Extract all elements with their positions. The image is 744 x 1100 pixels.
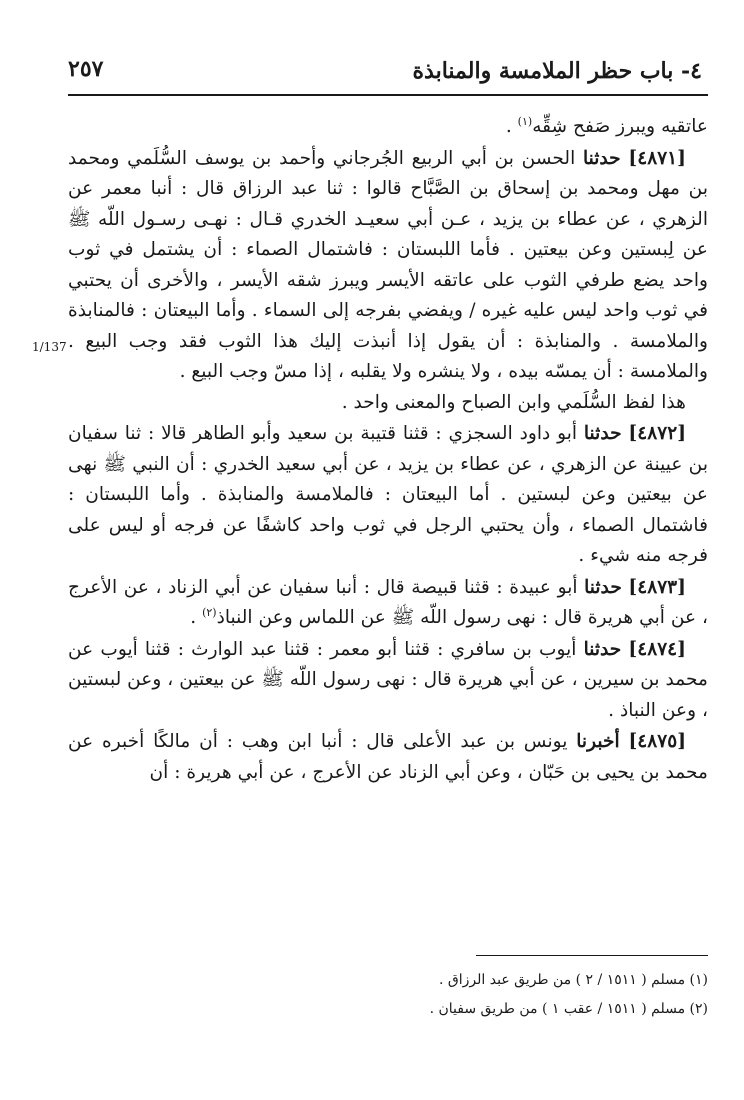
header-divider [68,94,708,96]
hadith-text: أبو داود السجزي : قثنا قتيبة بن سعيد وأبو الطاهر قالا : ثنا سفيان بن عيينة عن الزهري ، عن عطاء بن يزيد ، عن أبي سعيد الخدري : أن النبي ﷺ نهى عن بيعتين وعن لبستين . أما البيعتان : فالملامسة والمنابذة . وأما اللبستان : فاشتمال الصماء ، وأن يحتبي الرجل في ثوب واحد كاشفًا عن فرجه أو ليس على فرجه منه شيء . [68,423,708,566]
hadith-4871 [68,144,708,388]
continuation-paragraph [68,112,708,143]
running-header [68,50,708,96]
hadith-number: [٤٨٧٥] [628,731,687,752]
hadith-lead: حدثنا [583,638,622,660]
page-number: ٢٥٧ [68,56,104,82]
hadith-4875 [68,727,708,788]
hadith-number: [٤٨٧١] [628,147,686,169]
hadith-4873 [68,573,708,634]
footnote-1: (١) مسلم ( ١٥١١ / ٢ ) من طريق عبد الرزاق . [439,972,708,988]
hadith-end: . [190,607,203,628]
chapter-title: ٤- باب حظر الملامسة والمنابذة [412,58,702,84]
hadith-text: الحسن بن أبي الربيع الجُرجاني وأحمد بن يوسف السُّلَمي ومحمد بن مهل ومحمد بن إسحاق بن الصَّبَّاح قالوا : ثنا عبد الرزاق قال : أنبا معمر عن الزهري ، عن عطاء بن يزيد ، عـن أبي سعيـد الخدري قـال : نهـى رسـول اللّه ﷺ عن لِبستين وعن بيعتين . فأما اللبستان : فاشتمال الصماء : أن يشتمل في ثوب واحد يضع طرفي الثوب على عاتقه الأيسر ويبرز شقه الأيسر ، والأخرى أن يحتبي في ثوب واحد ليس عليه غيره / ويفضي بفرجه إلى السماء . وأما البيعتان : فالمنابذة والملامسة . والمنابذة : أن يقول إذا أنبذت إليك هذا الثوب فقد وجب البيع . والملامسة : أن يمسّه بيده ، ولا ينشره ولا يقلبه ، إذا مسّ وجب البيع . [68,147,708,382]
footnotes [68,966,708,1024]
intro-end: . [505,116,518,137]
footnote-2: (٢) مسلم ( ١٥١١ / عقب ١ ) من طريق سفيان . [429,1001,708,1017]
manuscript-folio-note: 1/137 [32,340,67,354]
footnote-divider [476,955,708,956]
hadith-4874 [68,635,708,727]
hadith-lead: حدثنا [583,423,622,444]
hadith-number: [٤٨٧٢] [628,423,686,444]
hadith-number: [٤٨٧٣] [628,576,686,598]
main-text [68,112,708,788]
hadith-lead: أخبرنا [576,731,620,752]
intro-text: عاتقيه ويبرز صَفح شِقِّه [532,116,708,137]
footnote-ref: (٢) [202,605,217,619]
hadith-lead: حدثنا [584,576,622,598]
hadith-text: يونس بن عبد الأعلى قال : أنبا ابن وهب : أن مالكًا أخبره عن محمد بن يحيى بن حَبّان ، وعن أبي الزناد عن الأعرج ، عن أبي هريرة : أن [68,731,708,783]
hadith-lead: حدثنا [582,147,621,169]
hadith-number: [٤٨٧٤] [628,638,686,660]
hadith-text: أيوب بن سافري : قثنا أبو معمر : قثنا عبد الوارث : قثنا أيوب عن محمد بن سيرين ، عن أبي هريرة قال : نهى رسول اللّه ﷺ عن بيعتين ، وعن لبستين ، وعن النباذ . [68,638,708,721]
editor-note: هذا لفظ السُّلَمي وابن الصباح والمعنى واحد . [341,391,686,413]
hadith-4872 [68,419,708,572]
hadith-text: أبو عبيدة : قثنا قبيصة قال : أنبا سفيان عن أبي الزناد ، عن الأعرج ، عن أبي هريرة قال : نهى رسول اللّه ﷺ عن اللماس وعن النباذ [68,576,708,628]
footnote-ref: (١) [517,114,533,128]
